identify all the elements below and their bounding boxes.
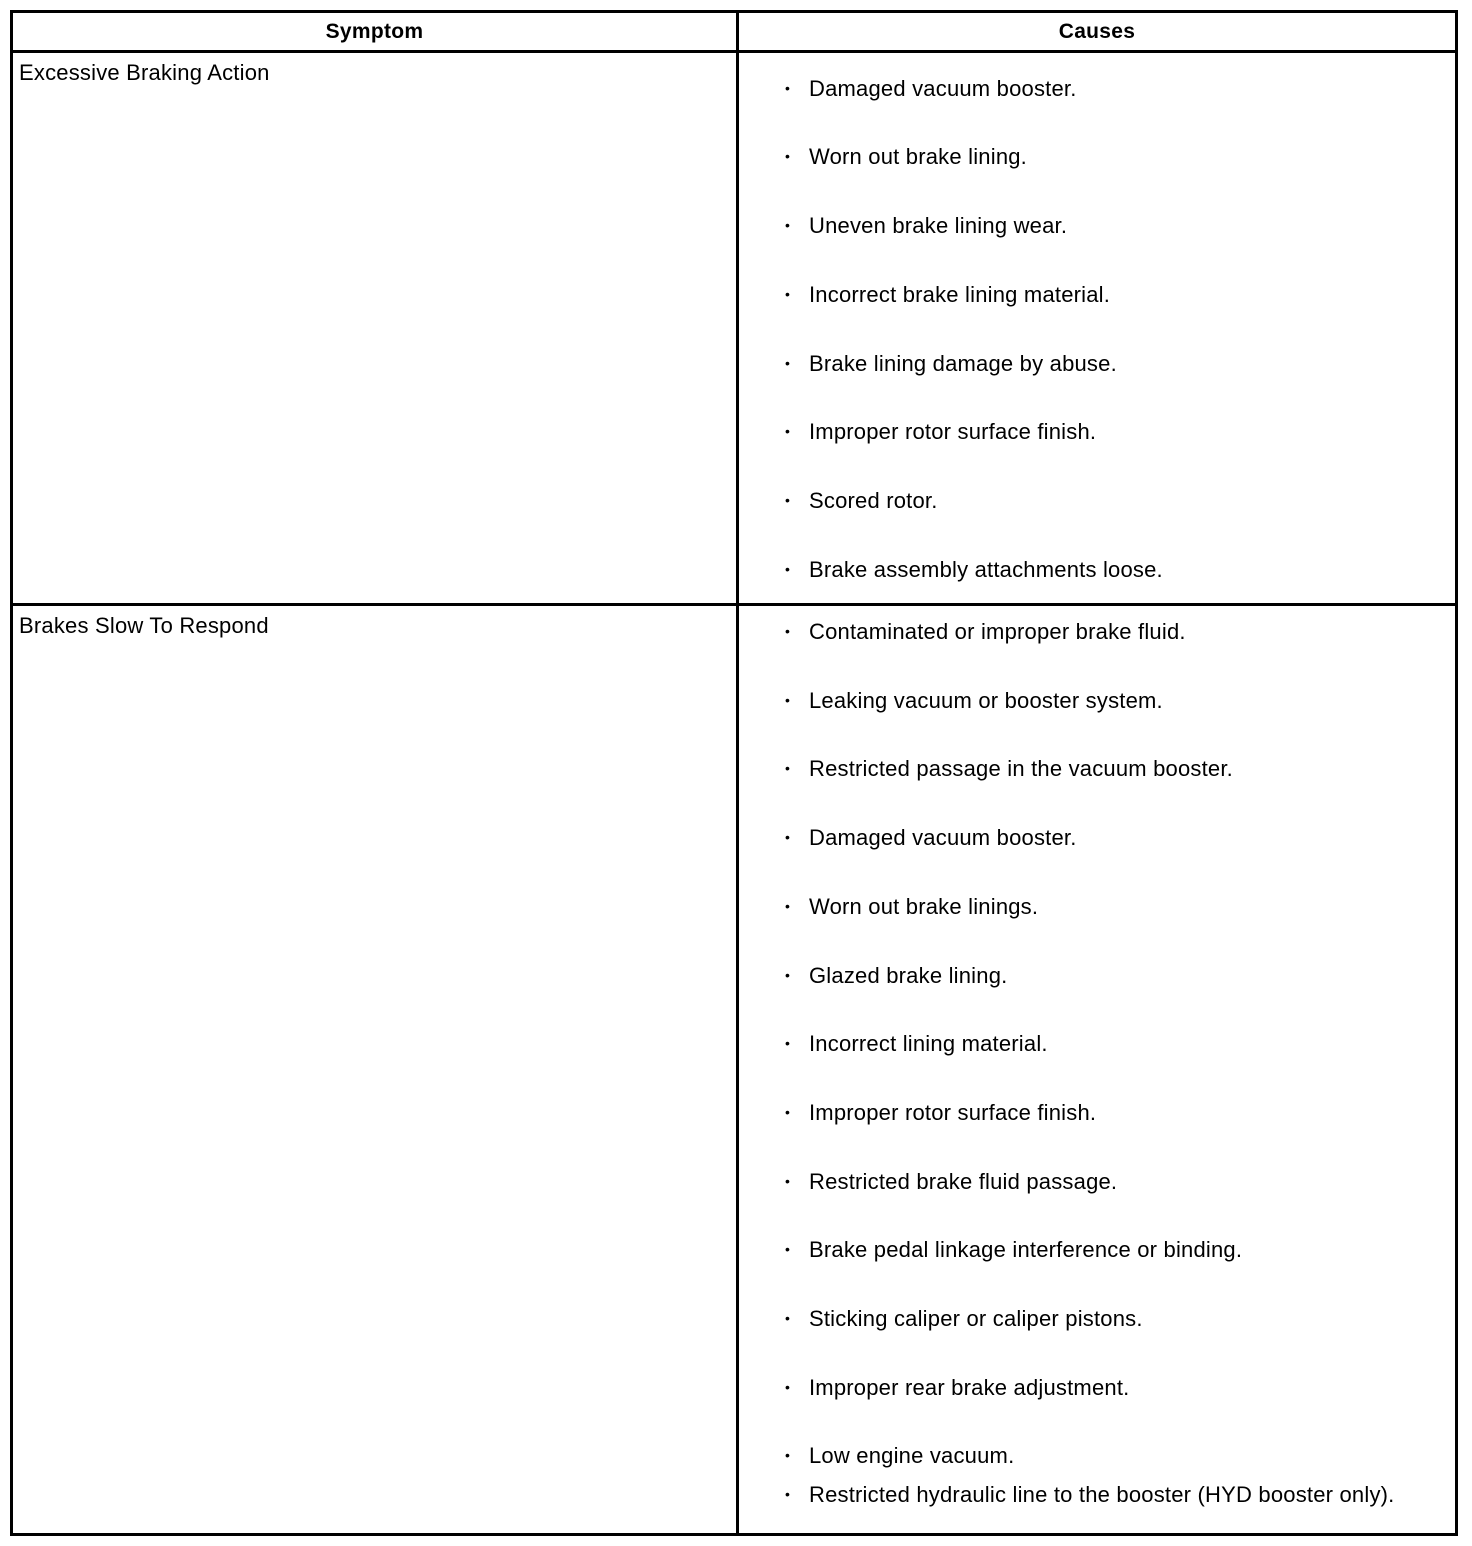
cause-item: • Restricted hydraulic line to the booster (HYD booster only). <box>739 1479 1429 1510</box>
bullet-icon: • <box>785 423 791 439</box>
header-causes: Causes <box>1058 20 1136 43</box>
cause-item: • Restricted passage in the vacuum booster. <box>739 753 1429 784</box>
table-row <box>13 606 1455 1533</box>
cause-item: • Brake lining damage by abuse. <box>739 348 1429 379</box>
cause-item: • Scored rotor. <box>739 485 1429 516</box>
cause-item: • Contaminated or improper brake fluid. <box>739 616 1429 647</box>
bullet-icon: • <box>785 1310 791 1326</box>
bullet-icon: • <box>785 217 791 233</box>
cause-item: • Restricted brake fluid passage. <box>739 1166 1429 1197</box>
bullet-icon: • <box>785 1104 791 1120</box>
bullet-icon: • <box>785 898 791 914</box>
bullet-icon: • <box>785 692 791 708</box>
cause-item: • Uneven brake lining wear. <box>739 210 1429 241</box>
bullet-icon: • <box>785 1173 791 1189</box>
cause-item: • Incorrect lining material. <box>739 1028 1429 1059</box>
bullet-icon: • <box>785 1447 791 1463</box>
cause-item: • Incorrect brake lining material. <box>739 279 1429 310</box>
cause-item: • Glazed brake lining. <box>739 960 1429 991</box>
cause-item: • Leaking vacuum or booster system. <box>739 685 1429 716</box>
bullet-icon: • <box>785 623 791 639</box>
cause-item: • Damaged vacuum booster. <box>739 822 1429 853</box>
bullet-icon: • <box>785 829 791 845</box>
cause-item: • Worn out brake lining. <box>739 141 1429 172</box>
bullet-icon: • <box>785 760 791 776</box>
bullet-icon: • <box>785 80 791 96</box>
cause-item: • Improper rear brake adjustment. <box>739 1372 1429 1403</box>
cause-item: • Brake pedal linkage interference or binding. <box>739 1234 1429 1265</box>
bullet-icon: • <box>785 355 791 371</box>
symptom-cell: Brakes Slow To Respond <box>19 613 269 638</box>
cause-item: • Worn out brake linings. <box>739 891 1429 922</box>
bullet-icon: • <box>785 1241 791 1257</box>
cause-item: • Low engine vacuum. <box>739 1440 1429 1471</box>
cause-item: • Sticking caliper or caliper pistons. <box>739 1303 1429 1334</box>
table-row <box>13 53 1455 606</box>
bullet-icon: • <box>785 967 791 983</box>
bullet-icon: • <box>785 492 791 508</box>
cause-item: • Improper rotor surface finish. <box>739 416 1429 447</box>
troubleshooting-table <box>10 10 1458 1536</box>
cause-item: • Brake assembly attachments loose. <box>739 554 1429 585</box>
symptom-cell: Excessive Braking Action <box>19 60 270 85</box>
header-symptom: Symptom <box>325 20 424 43</box>
bullet-icon: • <box>785 1486 791 1502</box>
bullet-icon: • <box>785 286 791 302</box>
bullet-icon: • <box>785 148 791 164</box>
cause-item: • Improper rotor surface finish. <box>739 1097 1429 1128</box>
bullet-icon: • <box>785 1379 791 1395</box>
bullet-icon: • <box>785 561 791 577</box>
cause-item: • Damaged vacuum booster. <box>739 73 1429 104</box>
bullet-icon: • <box>785 1035 791 1051</box>
table-header <box>13 13 1455 53</box>
